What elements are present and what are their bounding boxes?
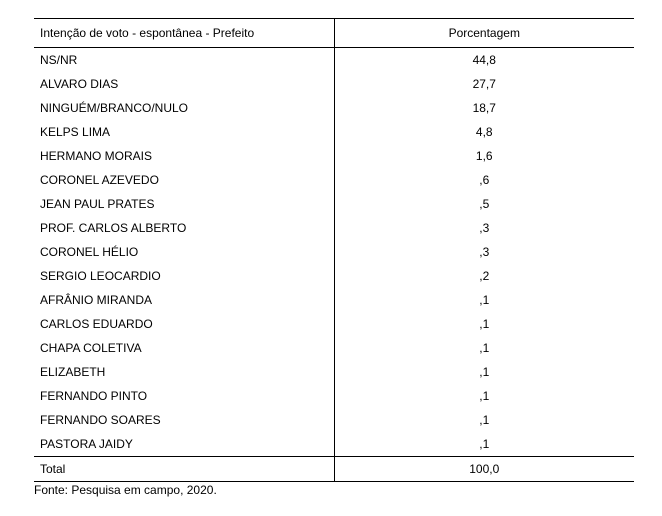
candidate-percentage: 18,7: [472, 101, 496, 115]
candidate-name: FERNANDO PINTO: [34, 384, 334, 408]
table-row: [34, 240, 634, 264]
table-row: [34, 264, 634, 288]
table-row: [34, 192, 634, 216]
table-row: [34, 384, 634, 408]
candidate-percentage: ,1: [479, 341, 490, 355]
candidate-name: FERNANDO SOARES: [34, 408, 334, 432]
candidate-percentage: ,1: [479, 365, 490, 379]
header-percentage: Porcentagem: [334, 19, 634, 48]
table-row: [34, 312, 634, 336]
candidate-name: CORONEL HÉLIO: [34, 240, 334, 264]
table-header: [34, 19, 634, 48]
table-row: [34, 408, 634, 432]
candidate-name: HERMANO MORAIS: [34, 144, 334, 168]
table-row: [34, 360, 634, 384]
candidate-percentage: 4,8: [475, 125, 493, 139]
total-row: [34, 457, 634, 482]
candidate-name: AFRÂNIO MIRANDA: [34, 288, 334, 312]
candidate-name: SERGIO LEOCARDIO: [34, 264, 334, 288]
table-row: [34, 72, 634, 96]
total-label: Total: [34, 457, 334, 482]
table-row: [34, 144, 634, 168]
candidate-percentage: 44,8: [472, 53, 496, 67]
candidate-name: PASTORA JAIDY: [34, 432, 334, 457]
candidate-percentage: ,1: [479, 317, 490, 331]
voting-intention-table: [34, 18, 634, 482]
candidate-name: KELPS LIMA: [34, 120, 334, 144]
header-candidate: Intenção de voto - espontânea - Prefeito: [34, 19, 334, 48]
header-row: [34, 19, 634, 48]
table-row: [34, 168, 634, 192]
candidate-percentage: ,1: [479, 413, 490, 427]
table-row: [34, 120, 634, 144]
candidate-percentage: 27,7: [472, 77, 496, 91]
total-value: 100,0: [334, 457, 634, 482]
candidate-name: CHAPA COLETIVA: [34, 336, 334, 360]
candidate-percentage: 1,6: [475, 149, 493, 163]
source-note: Fonte: Pesquisa em campo, 2020.: [34, 483, 217, 497]
candidate-name: JEAN PAUL PRATES: [34, 192, 334, 216]
candidate-name: NINGUÉM/BRANCO/NULO: [34, 96, 334, 120]
poll-table-container: [34, 18, 634, 482]
candidate-percentage: ,3: [479, 221, 490, 235]
candidate-name: NS/NR: [34, 48, 334, 73]
candidate-percentage: ,1: [479, 437, 490, 451]
candidate-name: ALVARO DIAS: [34, 72, 334, 96]
table-body: [34, 48, 634, 482]
candidate-percentage: ,6: [479, 173, 490, 187]
table-row: [34, 48, 634, 73]
candidate-percentage: ,1: [479, 389, 490, 403]
candidate-percentage: ,2: [479, 269, 490, 283]
table-row: [34, 336, 634, 360]
candidate-percentage: ,3: [479, 245, 490, 259]
candidate-name: CARLOS EDUARDO: [34, 312, 334, 336]
table-row: [34, 288, 634, 312]
candidate-name: ELIZABETH: [34, 360, 334, 384]
candidate-name: CORONEL AZEVEDO: [34, 168, 334, 192]
candidate-percentage: ,5: [479, 197, 490, 211]
table-row: [34, 432, 634, 457]
table-row: [34, 96, 634, 120]
table-row: [34, 216, 634, 240]
candidate-percentage: ,1: [479, 293, 490, 307]
candidate-name: PROF. CARLOS ALBERTO: [34, 216, 334, 240]
